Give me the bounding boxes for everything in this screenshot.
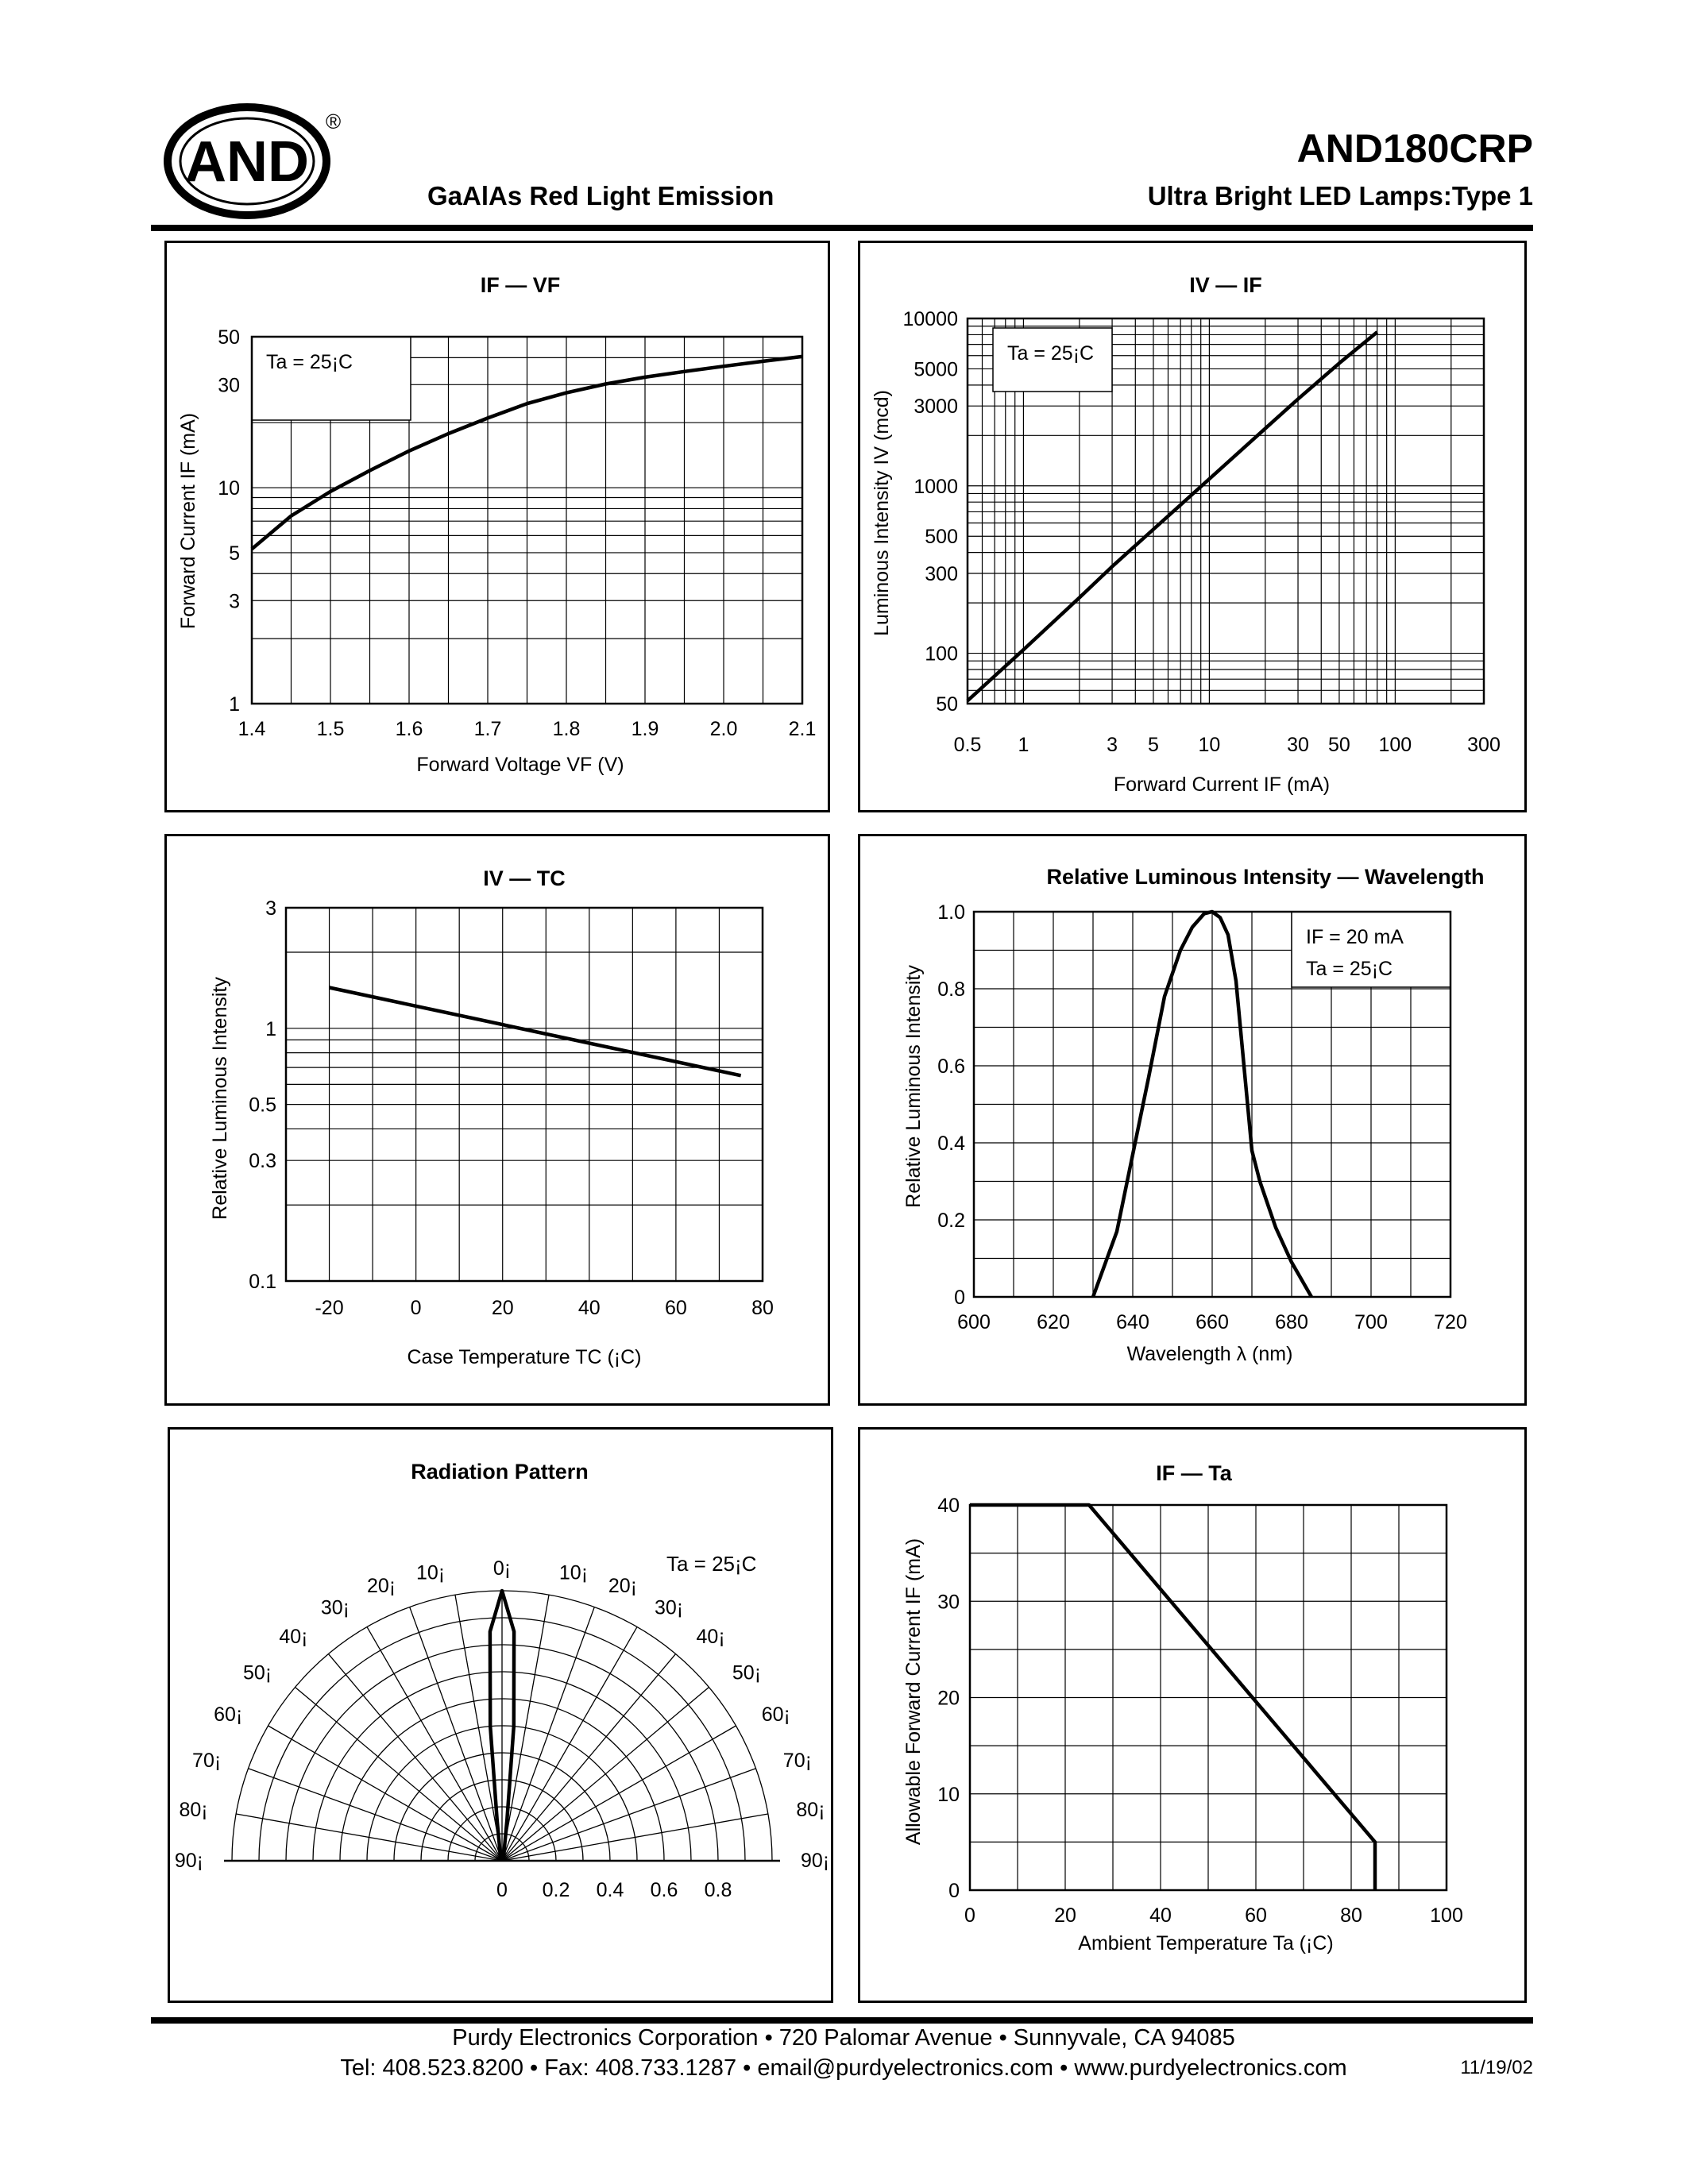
y-tick-label: 0.4 [937, 1133, 965, 1155]
x-tick-label: 20 [491, 1297, 514, 1319]
y-tick-label: 100 [925, 642, 958, 666]
svg-text:AND: AND [185, 130, 309, 194]
chart-radiation [170, 1430, 831, 2001]
x-tick-label: 5 [1148, 734, 1159, 756]
polar-grid-spoke [502, 1654, 676, 1861]
x-tick-label: 0 [964, 1904, 975, 1927]
x-tick-label: 60 [1245, 1904, 1267, 1927]
chart-iv-if [860, 243, 1524, 810]
y-tick-label: 500 [925, 526, 958, 549]
chart-title: Relative Luminous Intensity — Wavelength [1046, 865, 1485, 889]
x-tick-label: 2.0 [709, 718, 738, 740]
radial-tick-label: 0.4 [596, 1879, 624, 1901]
footer-contact: Tel: 408.523.8200 • Fax: 408.733.1287 • email@purdyelectronics.com • www.purdyelectronics.com [340, 2055, 1347, 2081]
x-tick-label: 20 [1054, 1904, 1076, 1927]
chart-panel-spectrum [858, 834, 1527, 1406]
y-tick-label: 3000 [914, 396, 958, 419]
angle-label: 30¡ [320, 1596, 350, 1619]
angle-label: 80¡ [796, 1799, 825, 1822]
x-axis-label: Wavelength λ (nm) [1126, 1343, 1293, 1365]
radial-tick-label: 0.8 [704, 1879, 732, 1901]
registered-mark: ® [326, 110, 342, 133]
y-axis-label: Forward Current IF (mA) [177, 412, 199, 630]
chart-panel-iv-tc [164, 834, 830, 1406]
chart-iv-tc [167, 836, 828, 1403]
x-tick-label: 40 [577, 1297, 601, 1319]
chart-if-ta [860, 1430, 1524, 2001]
polar-grid-spoke [502, 1687, 709, 1861]
x-tick-label: 640 [1116, 1311, 1149, 1333]
x-tick-label: 600 [957, 1311, 991, 1333]
chart-title: IF — Ta [1156, 1461, 1232, 1485]
x-tick-label: 300 [1467, 734, 1501, 756]
x-tick-label: 1.8 [552, 718, 581, 740]
x-tick-label: 100 [1378, 734, 1412, 756]
footer-rule [151, 2017, 1533, 2024]
y-tick-label: 1 [229, 693, 240, 716]
y-tick-label: 3 [265, 897, 276, 920]
y-tick-label: 30 [218, 374, 240, 397]
x-tick-label: 720 [1434, 1311, 1467, 1333]
x-tick-label: 80 [751, 1297, 774, 1319]
x-tick-label: 30 [1287, 734, 1309, 756]
x-axis-label: Forward Voltage VF (V) [416, 754, 624, 776]
y-tick-label: 10000 [902, 308, 958, 330]
y-tick-label: 20 [937, 1687, 960, 1710]
y-tick-label: 50 [936, 693, 958, 716]
x-tick-label: 50 [1328, 734, 1350, 756]
y-tick-label: 5000 [914, 358, 958, 381]
angle-label: 60¡ [761, 1704, 790, 1726]
angle-label: 60¡ [214, 1704, 243, 1726]
x-tick-label: 60 [665, 1297, 687, 1319]
x-tick-label: 100 [1430, 1904, 1463, 1927]
radial-tick-label: 0.6 [650, 1879, 678, 1901]
y-tick-label: 30 [937, 1591, 960, 1614]
y-tick-label: 1.0 [937, 901, 965, 924]
radial-tick-label: 0.2 [542, 1879, 570, 1901]
chart-title: Radiation Pattern [411, 1460, 589, 1484]
polar-grid-spoke [295, 1687, 502, 1861]
y-tick-label: 0.3 [249, 1150, 276, 1173]
chart-panel-iv-if [858, 241, 1527, 812]
angle-label: 70¡ [782, 1750, 812, 1773]
chart-title: IV — TC [483, 866, 566, 890]
chart-panel-radiation [168, 1427, 833, 2003]
annotation-text: IF = 20 mA [1306, 926, 1404, 948]
x-tick-label: 80 [1340, 1904, 1362, 1927]
annotation-box [252, 337, 411, 420]
x-tick-label: 700 [1354, 1311, 1388, 1333]
x-tick-label: 3 [1107, 734, 1118, 756]
annotation-text: Ta = 25¡C [266, 351, 353, 373]
y-tick-label: 5 [229, 542, 240, 565]
company-logo [163, 102, 342, 221]
y-tick-label: 0 [954, 1287, 965, 1309]
x-tick-label: 10 [1198, 734, 1221, 756]
y-tick-label: 0.2 [937, 1210, 965, 1232]
x-axis-label: Case Temperature TC (¡C) [407, 1346, 642, 1368]
subtitle-left: GaAlAs Red Light Emission [427, 181, 774, 210]
x-axis-label: Forward Current IF (mA) [1113, 774, 1331, 796]
angle-label: 30¡ [655, 1596, 684, 1619]
y-tick-label: 10 [937, 1783, 960, 1806]
y-tick-label: 1000 [914, 475, 958, 498]
angle-label: 10¡ [415, 1561, 446, 1584]
angle-label: 40¡ [696, 1626, 725, 1649]
annotation-text: Ta = 25¡C [1007, 342, 1095, 365]
chart-panel-if-vf [164, 241, 830, 812]
y-tick-label: 300 [925, 562, 958, 585]
angle-label: 40¡ [279, 1626, 308, 1649]
y-tick-label: 0.6 [937, 1055, 965, 1078]
chart-spectrum [860, 836, 1524, 1403]
x-tick-label: 40 [1149, 1904, 1172, 1927]
footer-date: 11/19/02 [1460, 2057, 1533, 2078]
x-tick-label: 1 [1018, 734, 1029, 756]
angle-label: 20¡ [608, 1575, 638, 1598]
chart-if-vf [167, 243, 828, 810]
subtitle-right: Ultra Bright LED Lamps:Type 1 [1147, 181, 1533, 210]
angle-label: 70¡ [192, 1750, 222, 1773]
y-tick-label: 0.1 [249, 1271, 276, 1293]
angle-label: 50¡ [242, 1661, 272, 1684]
x-tick-label: 620 [1037, 1311, 1070, 1333]
angle-label: 80¡ [179, 1799, 208, 1822]
y-axis-label: Relative Luminous Intensity [902, 965, 925, 1208]
x-tick-label: 0 [410, 1297, 422, 1319]
y-axis-label: Luminous Intensity IV (mcd) [871, 390, 893, 636]
angle-label: 90¡ [174, 1850, 203, 1872]
chart-title: IF — VF [480, 273, 561, 297]
y-tick-label: 10 [218, 477, 240, 500]
angle-label: 0¡ [492, 1557, 512, 1580]
angle-label: 90¡ [801, 1850, 830, 1872]
x-tick-label: 1.6 [395, 718, 423, 740]
polar-grid-spoke [328, 1654, 502, 1861]
annotation-text: Ta = 25¡C [1306, 958, 1393, 980]
y-tick-label: 1 [265, 1017, 276, 1040]
annotation-text: Ta = 25¡C [666, 1552, 757, 1576]
y-axis-label: Allowable Forward Current IF (mA) [902, 1538, 925, 1846]
y-tick-label: 50 [218, 326, 240, 349]
plot-frame [286, 908, 763, 1281]
x-tick-label: 1.7 [473, 718, 502, 740]
x-tick-label: 2.1 [788, 718, 817, 740]
x-axis-label: Ambient Temperature Ta (¡C) [1078, 1932, 1334, 1954]
x-tick-label: -20 [315, 1297, 344, 1319]
x-tick-label: 660 [1196, 1311, 1229, 1333]
y-axis-label: Relative Luminous Intensity [209, 977, 231, 1220]
header-rule [151, 225, 1533, 231]
x-tick-label: 680 [1275, 1311, 1308, 1333]
chart-title: IV — IF [1189, 273, 1262, 297]
chart-panel-if-ta [858, 1427, 1527, 2003]
x-tick-label: 1.5 [316, 718, 345, 740]
x-tick-label: 1.9 [631, 718, 659, 740]
x-tick-label: 0.5 [953, 734, 982, 756]
y-tick-label: 0 [948, 1880, 960, 1902]
angle-label: 50¡ [732, 1661, 762, 1684]
angle-label: 10¡ [558, 1561, 589, 1584]
radial-tick-label: 0 [496, 1879, 508, 1901]
x-tick-label: 1.4 [238, 718, 266, 740]
angle-label: 20¡ [366, 1575, 396, 1598]
footer-address: Purdy Electronics Corporation • 720 Palomar Avenue • Sunnyvale, CA 94085 [452, 2025, 1235, 2051]
y-tick-label: 0.5 [249, 1094, 276, 1117]
part-number: AND180CRP [1296, 126, 1533, 171]
series-line-rel-iv [330, 988, 741, 1076]
y-tick-label: 3 [229, 590, 240, 613]
y-tick-label: 40 [937, 1495, 960, 1517]
y-tick-label: 0.8 [937, 978, 965, 1001]
